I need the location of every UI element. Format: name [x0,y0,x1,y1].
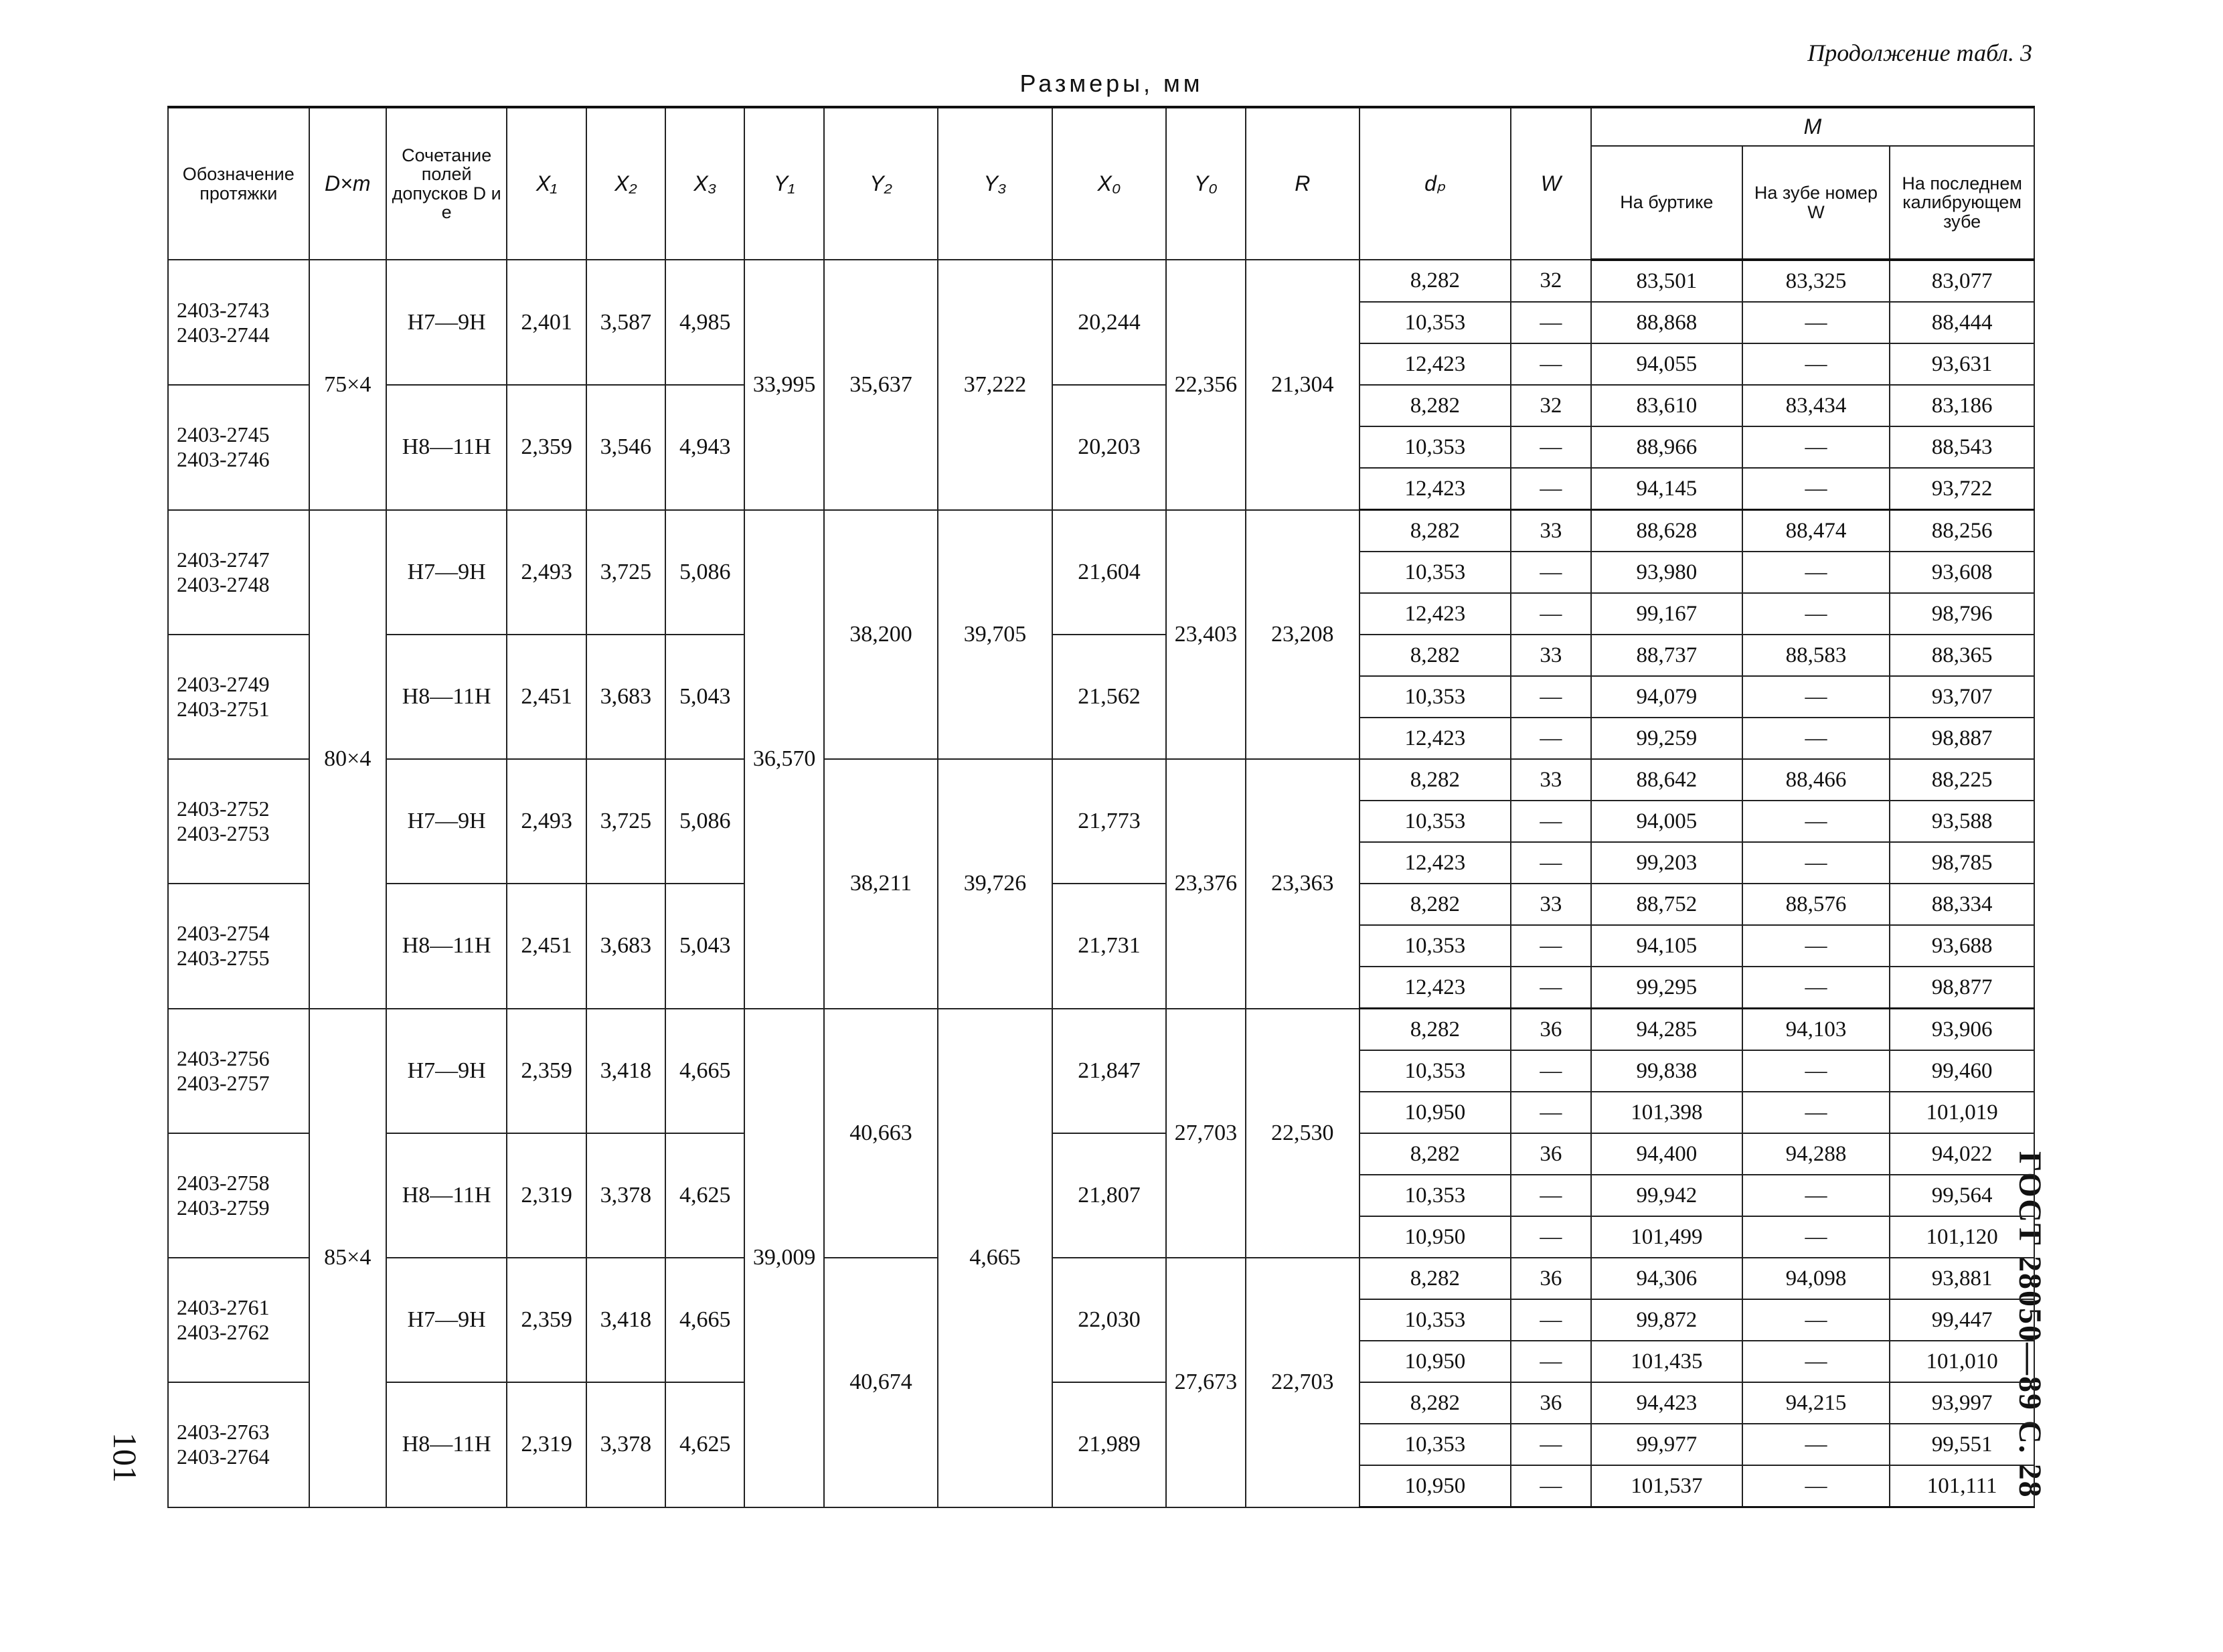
broach-code: 2403-2756 [177,1046,270,1070]
tolerance-cell: H7—9H [386,759,507,884]
gost-side-label: ГОСТ 28050—89 С. 28 [2012,1151,2048,1499]
m-last-cell: 98,877 [1890,967,2034,1009]
m-tooth-cell: 83,325 [1742,260,1890,302]
dp-cell: 10,353 [1360,925,1511,967]
w-cell: 32 [1511,385,1591,426]
m-last-cell: 93,997 [1890,1382,2034,1424]
x0-cell: 21,989 [1052,1382,1166,1507]
x3-cell: 5,086 [665,510,744,635]
table-row [168,884,2034,925]
broach-code: 2403-2764 [177,1444,270,1469]
y3-cell: 39,726 [938,759,1052,1009]
w-cell: 33 [1511,759,1591,801]
dp-cell: 8,282 [1360,1133,1511,1175]
m-last-cell: 93,588 [1890,801,2034,842]
m-collar-cell: 94,105 [1591,925,1742,967]
m-last-cell: 99,551 [1890,1424,2034,1465]
m-tooth-cell: — [1742,1424,1890,1465]
designation-cell [168,260,309,385]
m-tooth-cell: — [1742,718,1890,759]
dp-cell: 10,353 [1360,676,1511,718]
designation-cell [168,385,309,510]
m-collar-cell: 88,966 [1591,426,1742,468]
tolerance-cell: H8—11H [386,884,507,1009]
m-collar-cell: 83,610 [1591,385,1742,426]
col-m-collar: На буртике [1591,146,1742,260]
col-y0: Y₀ [1166,107,1245,260]
m-collar-cell: 94,145 [1591,468,1742,510]
m-last-cell: 93,688 [1890,925,2034,967]
y3-cell: 37,222 [938,260,1052,510]
dp-cell: 8,282 [1360,635,1511,676]
dp-cell: 8,282 [1360,260,1511,302]
x3-cell: 4,943 [665,385,744,510]
broach-dimensions-table [167,106,2035,1508]
m-last-cell: 101,019 [1890,1092,2034,1133]
x0-cell: 22,030 [1052,1258,1166,1382]
dm-cell: 75×4 [309,260,386,510]
r-cell: 22,703 [1246,1258,1360,1507]
y2-cell: 35,637 [824,260,938,510]
x0-cell: 21,731 [1052,884,1166,1009]
dp-cell: 10,353 [1360,1299,1511,1341]
table-row [168,1258,2034,1299]
broach-code: 2403-2751 [177,697,270,721]
x2-cell: 3,378 [586,1133,665,1258]
w-cell: — [1511,468,1591,510]
m-collar-cell: 99,838 [1591,1050,1742,1092]
m-last-cell: 98,887 [1890,718,2034,759]
col-x1: X₁ [507,107,586,260]
y3-cell: 39,705 [938,510,1052,760]
x0-cell: 20,244 [1052,260,1166,385]
x1-cell: 2,451 [507,635,586,759]
m-collar-cell: 99,872 [1591,1299,1742,1341]
x3-cell: 4,985 [665,260,744,385]
y2-cell: 40,663 [824,1009,938,1258]
m-tooth-cell: — [1742,343,1890,385]
m-collar-cell: 99,942 [1591,1175,1742,1216]
page-number: 101 [106,1432,144,1483]
table-row [168,510,2034,552]
y2-cell: 38,200 [824,510,938,760]
m-collar-cell: 101,398 [1591,1092,1742,1133]
w-cell: — [1511,925,1591,967]
dp-cell: 10,353 [1360,801,1511,842]
w-cell: — [1511,593,1591,635]
designation-cell [168,1009,309,1134]
m-tooth-cell: — [1742,1216,1890,1258]
w-cell: — [1511,552,1591,593]
dp-cell: 12,423 [1360,967,1511,1009]
tolerance-cell: H7—9H [386,1009,507,1134]
w-cell: — [1511,302,1591,343]
designation-cell [168,1382,309,1507]
x3-cell: 5,086 [665,759,744,884]
dp-cell: 12,423 [1360,343,1511,385]
m-collar-cell: 94,285 [1591,1009,1742,1051]
m-last-cell: 83,077 [1890,260,2034,302]
m-tooth-cell: — [1742,842,1890,884]
r-cell: 21,304 [1246,260,1360,510]
table-continuation-caption: Продолжение табл. 3 [1807,39,2032,66]
m-tooth-cell: — [1742,1092,1890,1133]
y1-cell: 33,995 [744,260,823,510]
m-tooth-cell: — [1742,468,1890,510]
m-last-cell: 88,225 [1890,759,2034,801]
dp-cell: 10,950 [1360,1092,1511,1133]
m-tooth-cell: — [1742,1465,1890,1507]
w-cell: — [1511,1050,1591,1092]
m-last-cell: 93,608 [1890,552,2034,593]
table-row [168,385,2034,426]
table-row [168,1009,2034,1051]
m-collar-cell: 94,079 [1591,676,1742,718]
m-last-cell: 101,120 [1890,1216,2034,1258]
x0-cell: 21,807 [1052,1133,1166,1258]
broach-code: 2403-2761 [177,1295,270,1320]
dp-cell: 10,353 [1360,1175,1511,1216]
m-tooth-cell: — [1742,302,1890,343]
y0-cell: 23,376 [1166,759,1245,1009]
broach-code: 2403-2762 [177,1320,270,1344]
designation-cell [168,884,309,1009]
tolerance-cell: H7—9H [386,510,507,635]
broach-code: 2403-2753 [177,821,270,845]
w-cell: 36 [1511,1009,1591,1051]
m-tooth-cell: — [1742,801,1890,842]
m-tooth-cell: 88,583 [1742,635,1890,676]
dp-cell: 10,353 [1360,1424,1511,1465]
m-tooth-cell: — [1742,1050,1890,1092]
m-collar-cell: 99,167 [1591,593,1742,635]
col-designation: Обозначение протяжки [168,107,309,260]
broach-code: 2403-2755 [177,946,270,971]
col-x2: X₂ [586,107,665,260]
m-last-cell: 98,796 [1890,593,2034,635]
broach-code: 2403-2746 [177,447,270,472]
w-cell: — [1511,1341,1591,1382]
y1-cell: 36,570 [744,510,823,1009]
m-collar-cell: 88,642 [1591,759,1742,801]
x2-cell: 3,546 [586,385,665,510]
w-cell: — [1511,676,1591,718]
w-cell: — [1511,1092,1591,1133]
w-cell: — [1511,718,1591,759]
dp-cell: 12,423 [1360,842,1511,884]
m-tooth-cell: 88,474 [1742,510,1890,552]
tolerance-cell: H7—9H [386,1258,507,1382]
col-dp: dₚ [1360,107,1511,260]
y1-cell: 39,009 [744,1009,823,1507]
m-last-cell: 88,543 [1890,426,2034,468]
tolerance-cell: H8—11H [386,1133,507,1258]
table-body [168,260,2034,1507]
table-row [168,759,2034,801]
col-y3: Y₃ [938,107,1052,260]
x2-cell: 3,418 [586,1258,665,1382]
m-last-cell: 93,631 [1890,343,2034,385]
col-r: R [1246,107,1360,260]
dp-cell: 10,353 [1360,552,1511,593]
x1-cell: 2,319 [507,1133,586,1258]
m-collar-cell: 99,259 [1591,718,1742,759]
m-tooth-cell: — [1742,1341,1890,1382]
broach-code: 2403-2763 [177,1420,270,1444]
x0-cell: 21,847 [1052,1009,1166,1134]
m-tooth-cell: 94,103 [1742,1009,1890,1051]
col-m-last: На последнем калибрующем зубе [1890,146,2034,260]
m-last-cell: 83,186 [1890,385,2034,426]
x1-cell: 2,319 [507,1382,586,1507]
m-last-cell: 99,460 [1890,1050,2034,1092]
broach-code: 2403-2758 [177,1171,270,1195]
x2-cell: 3,418 [586,1009,665,1134]
y0-cell: 27,703 [1166,1009,1245,1258]
m-tooth-cell: — [1742,967,1890,1009]
broach-code: 2403-2748 [177,572,270,596]
table-row [168,260,2034,302]
m-collar-cell: 94,423 [1591,1382,1742,1424]
x1-cell: 2,359 [507,1009,586,1134]
y2-cell: 40,674 [824,1258,938,1507]
m-tooth-cell: 94,288 [1742,1133,1890,1175]
m-tooth-cell: 83,434 [1742,385,1890,426]
m-tooth-cell: — [1742,552,1890,593]
m-last-cell: 88,444 [1890,302,2034,343]
dp-cell: 8,282 [1360,1258,1511,1299]
m-last-cell: 93,906 [1890,1009,2034,1051]
m-collar-cell: 94,400 [1591,1133,1742,1175]
x1-cell: 2,359 [507,1258,586,1382]
y0-cell: 22,356 [1166,260,1245,510]
m-last-cell: 88,334 [1890,884,2034,925]
dp-cell: 8,282 [1360,884,1511,925]
m-collar-cell: 88,868 [1591,302,1742,343]
dp-cell: 8,282 [1360,385,1511,426]
broach-code: 2403-2743 [177,297,270,322]
m-collar-cell: 99,295 [1591,967,1742,1009]
x3-cell: 5,043 [665,635,744,759]
tolerance-cell: H7—9H [386,260,507,385]
w-cell: — [1511,426,1591,468]
x3-cell: 4,665 [665,1258,744,1382]
broach-code: 2403-2749 [177,672,270,697]
col-y2: Y₂ [824,107,938,260]
m-collar-cell: 88,737 [1591,635,1742,676]
m-last-cell: 93,707 [1890,676,2034,718]
table-row [168,1133,2034,1175]
x1-cell: 2,451 [507,884,586,1009]
tolerance-cell: H8—11H [386,385,507,510]
m-collar-cell: 94,055 [1591,343,1742,385]
x1-cell: 2,493 [507,759,586,884]
designation-cell [168,635,309,759]
x1-cell: 2,493 [507,510,586,635]
m-collar-cell: 83,501 [1591,260,1742,302]
designation-cell [168,1258,309,1382]
m-last-cell: 98,785 [1890,842,2034,884]
m-tooth-cell: 94,215 [1742,1382,1890,1424]
w-cell: — [1511,967,1591,1009]
col-y1: Y₁ [744,107,823,260]
broach-code: 2403-2744 [177,322,270,347]
dp-cell: 8,282 [1360,1009,1511,1051]
dp-cell: 8,282 [1360,759,1511,801]
w-cell: — [1511,842,1591,884]
m-last-cell: 101,111 [1890,1465,2034,1507]
m-tooth-cell: 88,576 [1742,884,1890,925]
dp-cell: 10,353 [1360,302,1511,343]
table-row [168,635,2034,676]
tolerance-cell: H8—11H [386,1382,507,1507]
m-last-cell: 88,365 [1890,635,2034,676]
broach-code: 2403-2752 [177,797,270,821]
m-tooth-cell: — [1742,676,1890,718]
w-cell: — [1511,801,1591,842]
m-tooth-cell: — [1742,1175,1890,1216]
broach-code: 2403-2759 [177,1195,270,1220]
w-cell: 36 [1511,1258,1591,1299]
x3-cell: 5,043 [665,884,744,1009]
dm-cell: 85×4 [309,1009,386,1507]
m-tooth-cell: 88,466 [1742,759,1890,801]
m-collar-cell: 101,537 [1591,1465,1742,1507]
x3-cell: 4,625 [665,1133,744,1258]
tolerance-cell: H8—11H [386,635,507,759]
r-cell: 23,363 [1246,759,1360,1009]
x2-cell: 3,683 [586,635,665,759]
dp-cell: 12,423 [1360,593,1511,635]
w-cell: — [1511,1299,1591,1341]
y2-cell: 38,211 [824,759,938,1009]
w-cell: — [1511,1175,1591,1216]
broach-code: 2403-2754 [177,921,270,946]
dp-cell: 12,423 [1360,718,1511,759]
dp-cell: 10,950 [1360,1216,1511,1258]
broach-code: 2403-2745 [177,422,270,447]
dm-cell: 80×4 [309,510,386,1009]
m-last-cell: 99,564 [1890,1175,2034,1216]
m-collar-cell: 101,499 [1591,1216,1742,1258]
m-last-cell: 93,722 [1890,468,2034,510]
w-cell: 36 [1511,1133,1591,1175]
dp-cell: 10,950 [1360,1341,1511,1382]
dimensions-title: Размеры, мм [1019,70,1204,97]
x0-cell: 21,604 [1052,510,1166,635]
m-tooth-cell: — [1742,925,1890,967]
designation-cell [168,510,309,635]
r-cell: 22,530 [1246,1009,1360,1258]
x3-cell: 4,665 [665,1009,744,1134]
dp-cell: 8,282 [1360,1382,1511,1424]
x2-cell: 3,725 [586,759,665,884]
w-cell: 33 [1511,635,1591,676]
broach-code: 2403-2757 [177,1070,270,1095]
m-collar-cell: 93,980 [1591,552,1742,593]
m-tooth-cell: — [1742,593,1890,635]
m-collar-cell: 88,752 [1591,884,1742,925]
x2-cell: 3,587 [586,260,665,385]
x1-cell: 2,401 [507,260,586,385]
designation-cell [168,1133,309,1258]
y0-cell: 27,673 [1166,1258,1245,1507]
x2-cell: 3,725 [586,510,665,635]
w-cell: — [1511,1465,1591,1507]
m-last-cell: 94,022 [1890,1133,2034,1175]
m-collar-cell: 94,005 [1591,801,1742,842]
x0-cell: 21,562 [1052,635,1166,759]
y0-cell: 23,403 [1166,510,1245,760]
w-cell: — [1511,343,1591,385]
table-row [168,1382,2034,1424]
col-dm: D×m [309,107,386,260]
col-x3: X₃ [665,107,744,260]
m-collar-cell: 101,435 [1591,1341,1742,1382]
dp-cell: 12,423 [1360,468,1511,510]
m-collar-cell: 88,628 [1591,510,1742,552]
m-tooth-cell: — [1742,1299,1890,1341]
m-tooth-cell: — [1742,426,1890,468]
m-collar-cell: 94,306 [1591,1258,1742,1299]
col-m: M [1591,107,2034,146]
x3-cell: 4,625 [665,1382,744,1507]
x1-cell: 2,359 [507,385,586,510]
col-x0: X₀ [1052,107,1166,260]
y3-cell: 4,665 [938,1009,1052,1507]
broach-code: 2403-2747 [177,547,270,572]
dp-cell: 10,353 [1360,1050,1511,1092]
x2-cell: 3,683 [586,884,665,1009]
dp-cell: 10,353 [1360,426,1511,468]
w-cell: 33 [1511,510,1591,552]
m-collar-cell: 99,203 [1591,842,1742,884]
m-collar-cell: 99,977 [1591,1424,1742,1465]
col-m-tooth: На зубе номер W [1742,146,1890,260]
x0-cell: 21,773 [1052,759,1166,884]
w-cell: 36 [1511,1382,1591,1424]
m-last-cell: 88,256 [1890,510,2034,552]
w-cell: — [1511,1216,1591,1258]
designation-cell [168,759,309,884]
m-last-cell: 99,447 [1890,1299,2034,1341]
col-tolerance: Сочетание полей допусков D и e [386,107,507,260]
dp-cell: 10,950 [1360,1465,1511,1507]
dp-cell: 8,282 [1360,510,1511,552]
r-cell: 23,208 [1246,510,1360,760]
x2-cell: 3,378 [586,1382,665,1507]
m-last-cell: 101,010 [1890,1341,2034,1382]
w-cell: 32 [1511,260,1591,302]
w-cell: 33 [1511,884,1591,925]
col-w: W [1511,107,1591,260]
m-tooth-cell: 94,098 [1742,1258,1890,1299]
x0-cell: 20,203 [1052,385,1166,510]
w-cell: — [1511,1424,1591,1465]
m-last-cell: 93,881 [1890,1258,2034,1299]
